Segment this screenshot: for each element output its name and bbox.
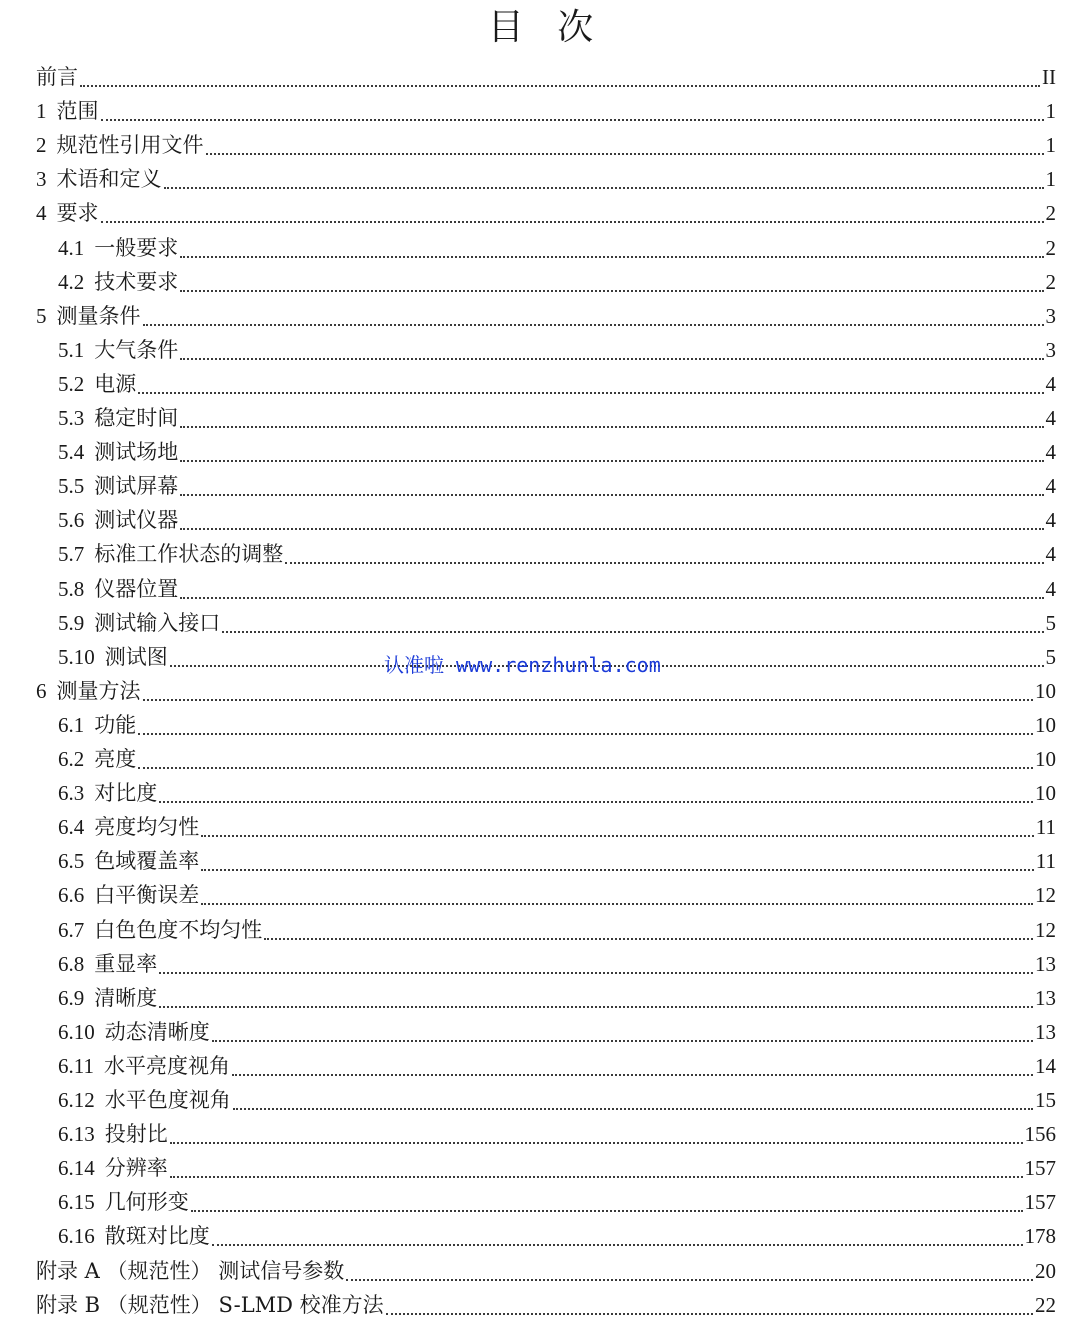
toc-entry-label — [58, 401, 178, 435]
toc-entry[interactable] — [58, 844, 1056, 878]
toc-entry[interactable] — [36, 196, 1056, 230]
dot-leader — [180, 528, 1043, 530]
dot-leader — [143, 324, 1044, 326]
toc-entry-page: 13 — [1035, 1019, 1056, 1044]
toc-entry-label — [58, 1015, 210, 1049]
dot-leader — [285, 562, 1043, 564]
toc-entry[interactable] — [58, 265, 1056, 299]
toc-entry-label — [58, 742, 136, 776]
dot-leader — [206, 153, 1044, 155]
dot-leader — [101, 221, 1044, 223]
toc-entry[interactable] — [58, 435, 1056, 469]
toc-entry-label — [58, 1219, 210, 1253]
toc-entry-number: 6.10 — [58, 1019, 95, 1044]
toc-entry[interactable] — [58, 1117, 1056, 1151]
dot-leader — [180, 290, 1043, 292]
toc-entry-title: 几何形变 — [104, 1190, 189, 1215]
dot-leader — [138, 767, 1033, 769]
toc-entry-title: 术语和定义 — [56, 167, 162, 192]
toc-entry[interactable] — [58, 981, 1056, 1015]
toc-entry-number: 6.4 — [58, 815, 85, 840]
toc-entry-page: 156 — [1024, 1122, 1056, 1147]
toc-entry-page: 10 — [1035, 712, 1056, 737]
dot-leader — [80, 85, 1040, 87]
toc-entry-page: 2 — [1045, 269, 1056, 294]
toc-entry[interactable] — [58, 878, 1056, 912]
toc-entry-title: 技术要求 — [94, 269, 179, 294]
dot-leader — [159, 801, 1033, 803]
toc-entry[interactable] — [36, 299, 1056, 333]
toc-entry-page: 4 — [1045, 576, 1056, 601]
toc-entry-label — [58, 1083, 231, 1117]
toc-entry-number: 5.2 — [58, 371, 85, 396]
toc-entry-page: 157 — [1024, 1190, 1056, 1215]
toc-entry-number: 5.4 — [58, 440, 85, 465]
toc-entry-title: 仪器位置 — [94, 576, 179, 601]
toc-entry-title: 一般要求 — [94, 235, 179, 260]
dot-leader — [212, 1040, 1033, 1042]
toc-entry-page: 13 — [1035, 985, 1056, 1010]
toc-entry[interactable] — [58, 333, 1056, 367]
toc-entry[interactable] — [58, 606, 1056, 640]
dot-leader — [180, 358, 1043, 360]
toc-entry-page: 2 — [1045, 201, 1056, 226]
toc-entry[interactable] — [58, 1151, 1056, 1185]
toc-entry-label — [58, 844, 199, 878]
toc-entry-number: 6.1 — [58, 712, 85, 737]
watermark: 认准啦 www.renzhunla.com — [384, 653, 661, 677]
toc-entry-page: 5 — [1045, 644, 1056, 669]
toc-entry-title: 动态清晰度 — [104, 1019, 210, 1044]
toc-entry-number: 6.5 — [58, 849, 85, 874]
toc-entry[interactable] — [58, 537, 1056, 571]
toc-entry-title: 要求 — [56, 201, 99, 226]
toc-entry-title: 重显率 — [94, 951, 158, 976]
toc-entry-number: 6.13 — [58, 1122, 95, 1147]
dot-leader — [170, 1142, 1023, 1144]
toc-entry-title: 范围 — [56, 99, 99, 124]
toc-entry-label — [58, 1049, 230, 1083]
toc-entry-number: 5.1 — [58, 337, 85, 362]
toc-entry-label — [36, 60, 78, 94]
toc-entry[interactable] — [58, 503, 1056, 537]
toc-entry-title: 标准工作状态的调整 — [94, 542, 284, 567]
toc-entry-page: 4 — [1045, 508, 1056, 533]
dot-leader — [233, 1108, 1033, 1110]
toc-entry-title: 水平亮度视角 — [103, 1053, 230, 1078]
toc-entry-title: 稳定时间 — [94, 406, 179, 430]
toc-entry[interactable] — [36, 60, 1056, 94]
dot-leader — [191, 1210, 1023, 1212]
toc-entry-title: 附录 A （规范性） 测试信号参数 — [36, 1258, 345, 1283]
toc-entry[interactable] — [58, 708, 1056, 742]
toc-entry-number: 5.3 — [58, 406, 85, 430]
toc-entry-title: 投射比 — [104, 1122, 168, 1147]
toc-entry-page: 3 — [1045, 337, 1056, 362]
toc-entry-title: 清晰度 — [94, 985, 158, 1010]
toc-entry[interactable] — [58, 1083, 1056, 1117]
toc-entry-page: 12 — [1035, 917, 1056, 942]
toc-entry-label — [36, 299, 141, 333]
toc-entry-title: 分辨率 — [104, 1156, 168, 1181]
toc-entry[interactable] — [58, 1015, 1056, 1049]
toc-entry[interactable] — [58, 742, 1056, 776]
toc-entry-number: 6.14 — [58, 1156, 95, 1181]
toc-entry-title: 测试图 — [104, 644, 168, 669]
dot-leader — [101, 119, 1044, 121]
toc-entry-number: 6.9 — [58, 985, 85, 1010]
toc-entry-title: 测试场地 — [94, 440, 179, 465]
dot-leader — [143, 699, 1034, 701]
toc-entry-label — [58, 1117, 168, 1151]
dot-leader — [180, 460, 1043, 462]
dot-leader — [201, 903, 1033, 905]
toc-entry-number: 5.5 — [58, 474, 85, 499]
toc-entry-title: 附录 B （规范性） S-LMD 校准方法 — [36, 1292, 384, 1317]
toc-entry[interactable] — [36, 128, 1056, 162]
toc-entry-label — [36, 128, 204, 162]
toc-entry-label — [58, 367, 136, 401]
toc-entry-page: 10 — [1035, 678, 1056, 703]
toc-entry-number: 6.15 — [58, 1190, 95, 1215]
dot-leader — [201, 835, 1034, 837]
toc-entry-page: 1 — [1045, 167, 1056, 192]
toc-entry-page: 2 — [1045, 235, 1056, 260]
toc-entry-title: 对比度 — [94, 781, 158, 806]
toc-entry-title: 测试仪器 — [94, 508, 179, 533]
toc-entry-number: 4.2 — [58, 269, 85, 294]
toc-entry-label — [36, 196, 99, 230]
dot-leader — [232, 1074, 1033, 1076]
toc-entry-page: 4 — [1045, 371, 1056, 396]
toc-entry-page: 11 — [1035, 815, 1056, 840]
toc-entry-number: 4.1 — [58, 235, 85, 260]
toc-entry-number: 6.7 — [58, 917, 85, 942]
toc-entry-label — [58, 708, 136, 742]
toc-entry[interactable] — [36, 1254, 1056, 1288]
toc-entry[interactable] — [36, 1288, 1056, 1322]
dot-leader — [170, 1176, 1023, 1178]
toc-entry-page: 178 — [1024, 1224, 1056, 1249]
toc-entry[interactable] — [36, 162, 1056, 196]
dot-leader — [386, 1313, 1033, 1315]
toc-entry-title: 电源 — [94, 371, 137, 396]
dot-leader — [138, 733, 1033, 735]
toc-entry-label — [36, 94, 99, 128]
toc-entry-title: 亮度 — [94, 747, 137, 771]
dot-leader — [180, 597, 1043, 599]
toc-entry-page: 3 — [1045, 303, 1056, 328]
toc-entry-number: 3 — [36, 167, 47, 192]
toc-entry-title: 散斑对比度 — [104, 1224, 210, 1249]
toc-entry[interactable] — [58, 1049, 1056, 1083]
toc-entry-page: 1 — [1045, 99, 1056, 124]
toc-entry-label — [58, 265, 178, 299]
toc-entry-page: 12 — [1035, 883, 1056, 908]
toc-entry[interactable] — [58, 776, 1056, 810]
toc-entry-number: 6.12 — [58, 1088, 95, 1112]
toc-entry-label — [58, 947, 157, 981]
page-title: 目 次 — [487, 7, 596, 48]
dot-leader — [180, 256, 1043, 258]
toc-entry-label — [58, 435, 178, 469]
toc-entry-page: 20 — [1035, 1258, 1056, 1283]
toc-entry-title: 水平色度视角 — [104, 1088, 231, 1112]
toc-entry-label — [58, 810, 199, 844]
toc-entry-title: 测量方法 — [56, 678, 141, 703]
toc-entry[interactable] — [58, 367, 1056, 401]
toc-entry-page: 4 — [1045, 474, 1056, 499]
toc-entry-number: 6 — [36, 678, 47, 703]
dot-leader — [201, 869, 1034, 871]
toc-entry-page: 13 — [1035, 951, 1056, 976]
toc-entry[interactable] — [58, 469, 1056, 503]
toc-entry-label — [58, 469, 178, 503]
toc-entry-number: 2 — [36, 133, 47, 158]
toc-entry-page: 4 — [1045, 440, 1056, 465]
toc-entry-title: 测量条件 — [56, 303, 141, 328]
toc-entry[interactable] — [58, 401, 1056, 435]
toc-entry-number: 1 — [36, 99, 47, 124]
toc-entry-label — [36, 674, 141, 708]
toc-entry-number: 5.7 — [58, 542, 85, 567]
toc-entry-page: 157 — [1024, 1156, 1056, 1181]
toc-entry-number: 5.6 — [58, 508, 85, 533]
toc-entry-page: 10 — [1035, 781, 1056, 806]
dot-leader — [212, 1244, 1023, 1246]
toc-entry-label — [58, 640, 168, 674]
toc-entry-page: II — [1042, 65, 1056, 89]
toc-entry-number: 5 — [36, 303, 47, 328]
toc-entry-label — [58, 1185, 189, 1219]
toc-entry-label — [58, 572, 178, 606]
toc-entry[interactable] — [58, 231, 1056, 265]
toc-entry-page: 14 — [1035, 1053, 1056, 1078]
toc-entry-number: 5.9 — [58, 610, 85, 635]
toc-entry-number: 6.8 — [58, 951, 85, 976]
toc-entry-number: 4 — [36, 201, 47, 226]
toc-entry-title: 大气条件 — [94, 337, 179, 362]
toc-entry-title: 测试屏幕 — [94, 474, 179, 499]
toc-entry-label — [58, 1151, 168, 1185]
toc-entry-title: 测试输入接口 — [94, 610, 221, 635]
dot-leader — [180, 426, 1043, 428]
dot-leader — [222, 631, 1043, 633]
toc-entry-number: 6.16 — [58, 1224, 95, 1249]
toc-entry-title: 亮度均匀性 — [94, 815, 200, 840]
toc-entry-label — [58, 878, 199, 912]
toc-entry[interactable] — [58, 810, 1056, 844]
toc-entry-label — [58, 333, 178, 367]
dot-leader — [164, 187, 1044, 189]
dot-leader — [159, 972, 1033, 974]
toc-entry[interactable] — [58, 913, 1056, 947]
toc-entry[interactable] — [36, 94, 1056, 128]
toc-entry-label — [58, 913, 262, 947]
toc-entry-title: 规范性引用文件 — [56, 133, 204, 158]
toc-entry-page: 22 — [1035, 1292, 1056, 1317]
toc-entry-number: 6.3 — [58, 781, 85, 806]
toc-entry-label — [36, 1254, 344, 1288]
dot-leader — [264, 938, 1033, 940]
toc-entry-label — [36, 162, 162, 196]
toc-entry-title: 前言 — [36, 65, 78, 89]
toc-entry-page: 4 — [1045, 406, 1056, 430]
toc-entry-title: 白平衡误差 — [94, 883, 200, 908]
toc-entry-title: 白色色度不均匀性 — [94, 917, 263, 942]
toc-entry-page: 4 — [1045, 542, 1056, 567]
dot-leader — [138, 392, 1043, 394]
toc-entry-label — [58, 503, 178, 537]
toc-entry-label — [58, 231, 178, 265]
toc-entry-number: 6.11 — [58, 1053, 94, 1078]
toc-entry-page: 15 — [1035, 1088, 1056, 1112]
toc-entry-page: 11 — [1035, 849, 1056, 874]
toc-entry-number: 5.8 — [58, 576, 85, 601]
dot-leader — [159, 1006, 1033, 1008]
dot-leader — [180, 494, 1043, 496]
toc-entry[interactable] — [58, 1219, 1056, 1253]
toc-entry[interactable] — [58, 1185, 1056, 1219]
toc-entry-number: 6.2 — [58, 747, 85, 771]
toc-entry-label — [58, 537, 283, 571]
toc-entry-title: 色域覆盖率 — [94, 849, 200, 874]
dot-leader — [346, 1279, 1033, 1281]
toc-entry[interactable] — [58, 947, 1056, 981]
toc-entry-label — [36, 1288, 384, 1322]
toc-entry-page: 5 — [1045, 610, 1056, 635]
toc-entry-page: 1 — [1045, 133, 1056, 158]
toc-entry-number: 6.6 — [58, 883, 85, 908]
toc-entry-label — [58, 776, 157, 810]
toc-entry-title: 功能 — [94, 712, 137, 737]
toc-entry-number: 5.10 — [58, 644, 95, 669]
toc-entry-label — [58, 981, 157, 1015]
toc-entry-label — [58, 606, 220, 640]
toc-entry-page: 10 — [1035, 747, 1056, 771]
toc-entry[interactable] — [58, 572, 1056, 606]
